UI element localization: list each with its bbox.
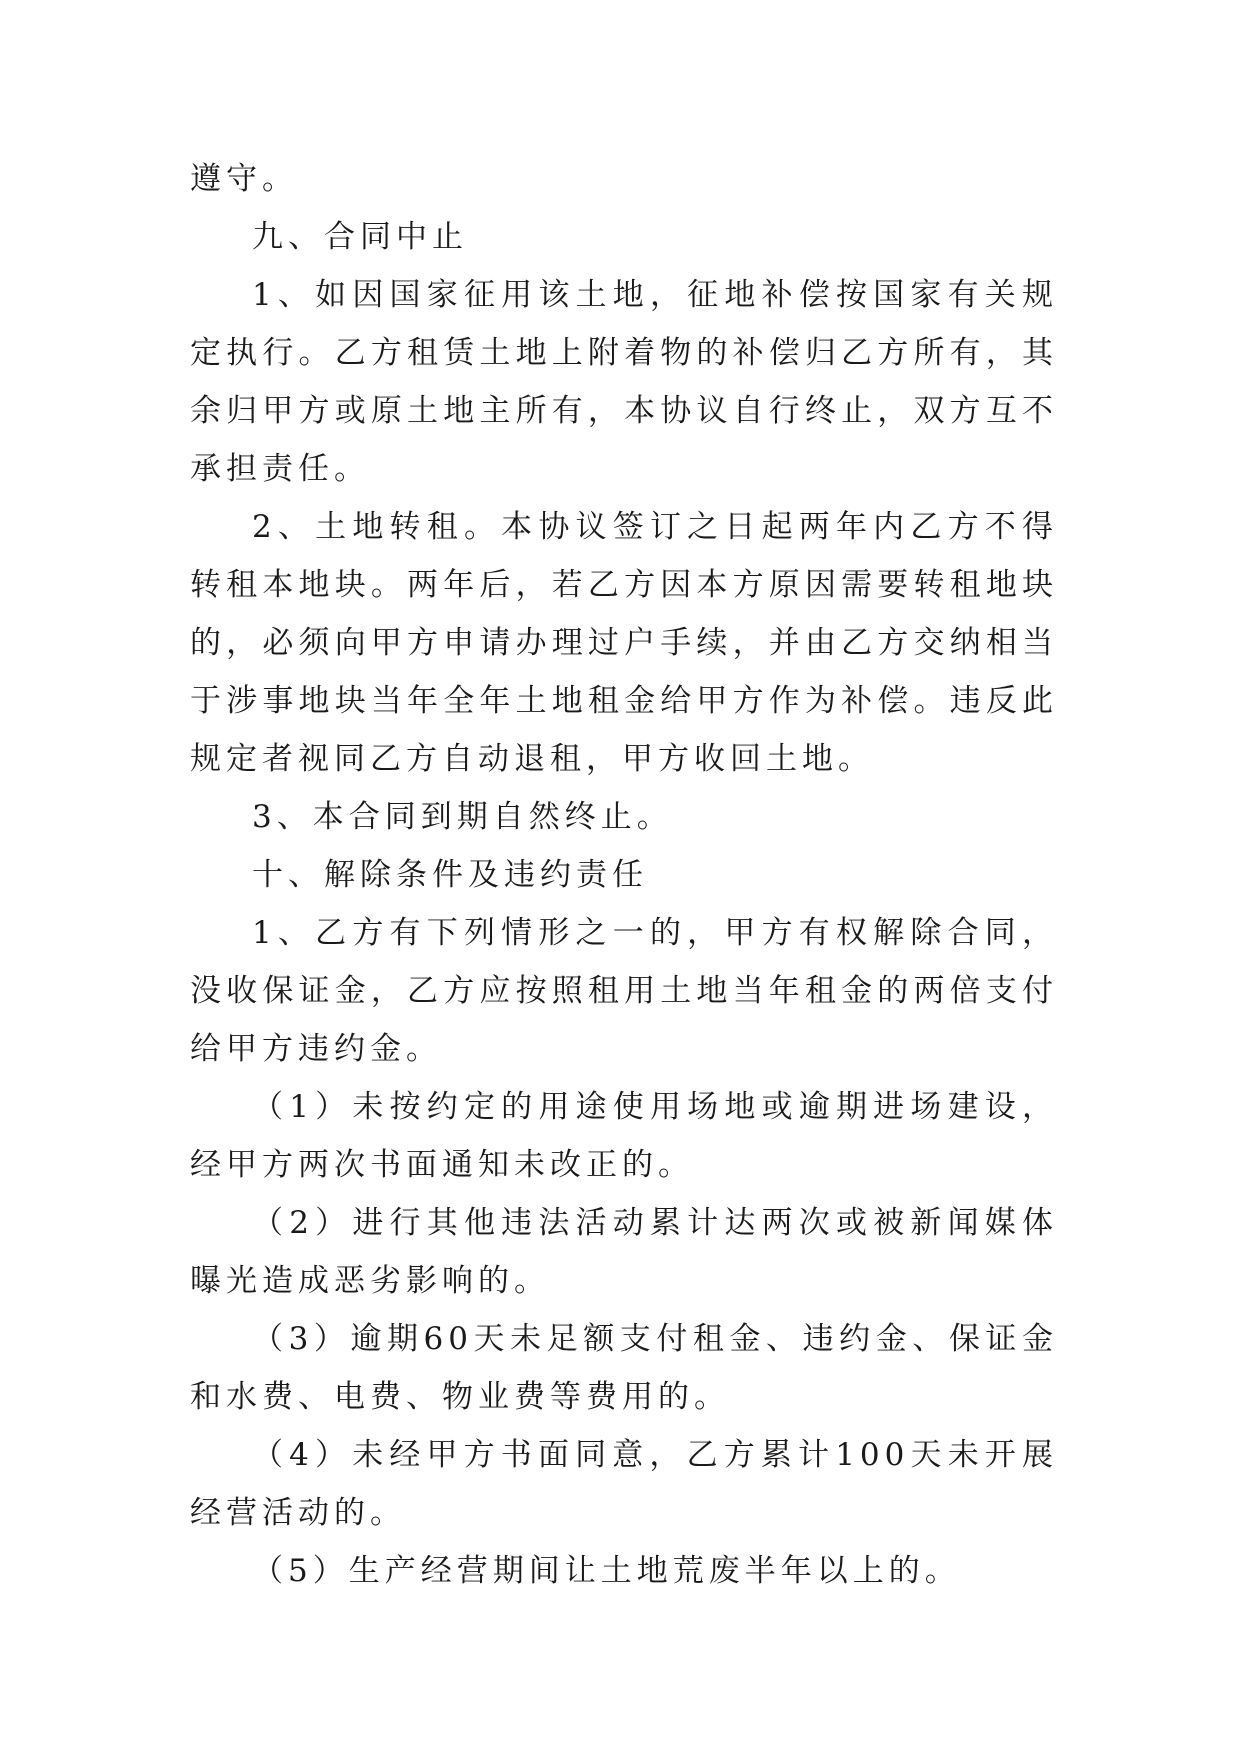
paragraph-continuation: 遵守。 [190, 161, 298, 197]
sub-item-2: （2）进行其他违法活动累计达两次或被新闻媒体曝光造成恶劣影响的。 [190, 1205, 1058, 1299]
clause-10-1: 1、乙方有下列情形之一的，甲方有权解除合同，没收保证金，乙方应按照租用土地当年租金的两倍支付给甲方违约金。 [190, 915, 1058, 1067]
sub-item-1: （1）未按约定的用途使用场地或逾期进场建设，经甲方两次书面通知未改正的。 [190, 1089, 1058, 1183]
clause-9-2: 2、土地转租。本协议签订之日起两年内乙方不得转租本地块。两年后，若乙方因本方原因需要转租地块的，必须向甲方申请办理过户手续，并由乙方交纳相当于涉事地块当年全年土地租金给甲方作为补偿。违反此规定者视同乙方自动退租，甲方收回土地。 [190, 509, 1058, 777]
document-page [190, 150, 1058, 1600]
clause-9-1: 1、如因国家征用该土地，征地补偿按国家有关规定执行。乙方租赁土地上附着物的补偿归乙方所有，其余归甲方或原土地主所有，本协议自行终止，双方互不承担责任。 [190, 277, 1058, 487]
sub-item-5: （5）生产经营期间让土地荒废半年以上的。 [252, 1553, 961, 1589]
section-heading-9: 九、合同中止 [252, 219, 468, 255]
clause-9-3: 3、本合同到期自然终止。 [252, 799, 673, 835]
sub-item-4: （4）未经甲方书面同意，乙方累计100天未开展经营活动的。 [190, 1437, 1058, 1531]
section-heading-10: 十、解除条件及违约责任 [252, 857, 648, 893]
sub-item-3: （3）逾期60天未足额支付租金、违约金、保证金和水费、电费、物业费等费用的。 [190, 1321, 1058, 1415]
